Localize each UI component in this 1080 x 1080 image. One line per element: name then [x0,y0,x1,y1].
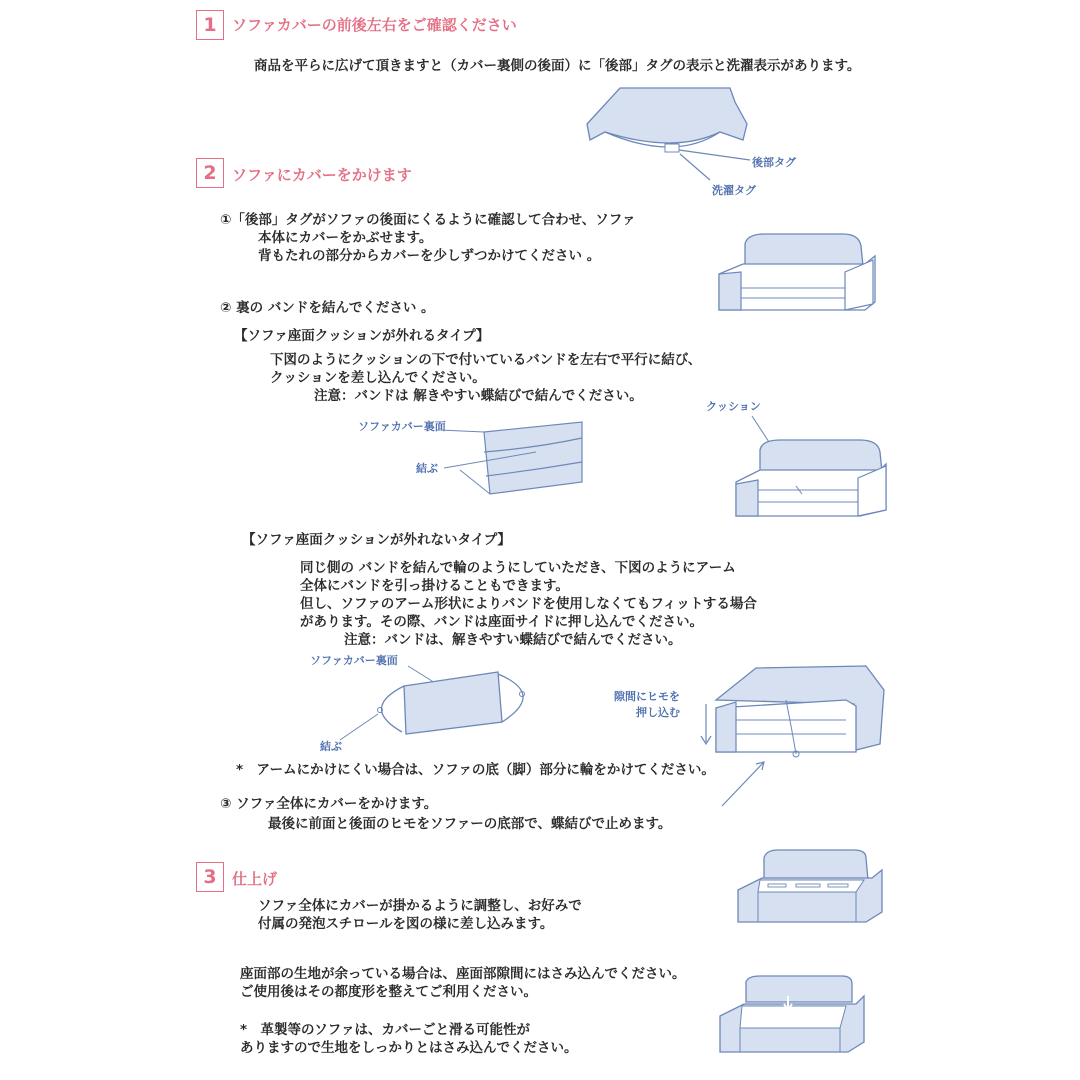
tuck-sofa-illustration [716,972,866,1056]
push-sofa-illustration [696,660,888,764]
type-b-line4: があります。その際、バンドは座面サイドに押し込んでください。 [300,614,703,630]
step-3-number: 3 [196,862,224,892]
type-a-line1: 下図のようにクッションの下で付いているバンドを左右で平行に結び、 [270,352,702,368]
push-label-line2: 押し込む [636,706,680,719]
type-b-line1: 同じ側の バンドを結んで輪のようにしていただき、下図のようにアーム [300,560,736,576]
type-a-back-label: ソファカバー裏面 [358,420,446,433]
item1-line1: ①「後部」タグがソファの後面にくるように確認して合わせ、ソファ [220,212,636,228]
type-b-note: 注意：バンドは、解きやすい蝶結びで結んでください。 [344,632,682,648]
item3-line1: ③ ソファ全体にカバーをかけます。 [220,796,438,812]
wash-tag-label: 洗濯タグ [712,184,756,197]
step-3-line1: ソファ全体にカバーが掛かるように調整し、お好みで [258,898,582,914]
item1-line2: 本体にカバーをかぶせます。 [258,230,433,246]
step-3-line4: ご使用後はその都度形を整えてご利用ください。 [240,984,537,1000]
cushion-label: クッション [706,400,761,413]
item1-line3: 背もたれの部分からカバーを少しずつかけてください 。 [258,248,601,264]
step-3-note2: ありますので生地をしっかりとはさみ込んでください。 [240,1040,578,1056]
cover-tag-illustration [585,84,815,204]
step-1-text: 商品を平らに広げて頂きますと（カバー裏側の後面）に「後部」タグの表示と洗濯表示があります。 [254,58,861,74]
finished-sofa-illustration [734,846,884,926]
step-2-number: 2 [196,158,224,188]
type-a-band-illustration [440,418,590,508]
step-3-note1: * 革製等のソファは、カバーごと滑る可能性が [240,1022,531,1038]
sofa-cover-back-illustration [715,232,880,322]
type-b-heading: 【ソファ座面クッションが外れないタイプ】 [242,532,511,548]
step-1-number: 1 [196,10,224,40]
pointer-arrow [718,758,768,810]
type-b-line3: 但し、ソファのアーム形状によりバンドを使用しなくてもフィットする場合 [300,596,757,612]
rear-tag-label: 後部タグ [752,156,796,169]
item2-text: ② 裏の バンドを結んでください 。 [220,300,435,316]
type-a-note: 注意：バンドは 解きやすい蝶結びで結んでください。 [314,388,643,404]
step-3-title: 仕上げ [232,870,278,888]
type-b-line2: 全体にバンドを引っ掛けることもできます。 [300,578,569,594]
type-a-tie-label: 結ぶ [416,462,438,475]
step-3-line3: 座面部の生地が余っている場合は、座面部隙間にはさみ込んでください。 [240,966,686,982]
type-b-loop-illustration [370,660,540,750]
step-3-line2: 付属の発泡スチロールを図の様に差し込みます。 [258,916,554,932]
type-a-line2: クッションを差し込んでください。 [270,370,486,386]
footnote-text: * アームにかけにくい場合は、ソファの底（脚）部分に輪をかけてください。 [236,762,715,778]
item3-line2: 最後に前面と後面のヒモをソファーの底部で、蝶結びで止めます。 [268,816,672,832]
type-b-back-label: ソファカバー裏面 [310,654,398,667]
cushion-sofa-illustration [730,412,890,524]
type-a-heading: 【ソファ座面クッションが外れるタイプ】 [234,328,490,344]
type-b-tie-label: 結ぶ [320,740,342,753]
step-1-title: ソファカバーの前後左右をご確認ください [232,16,517,34]
step-2-title: ソファにカバーをかけます [232,166,412,184]
push-label-line1: 隙間にヒモを [614,690,680,703]
